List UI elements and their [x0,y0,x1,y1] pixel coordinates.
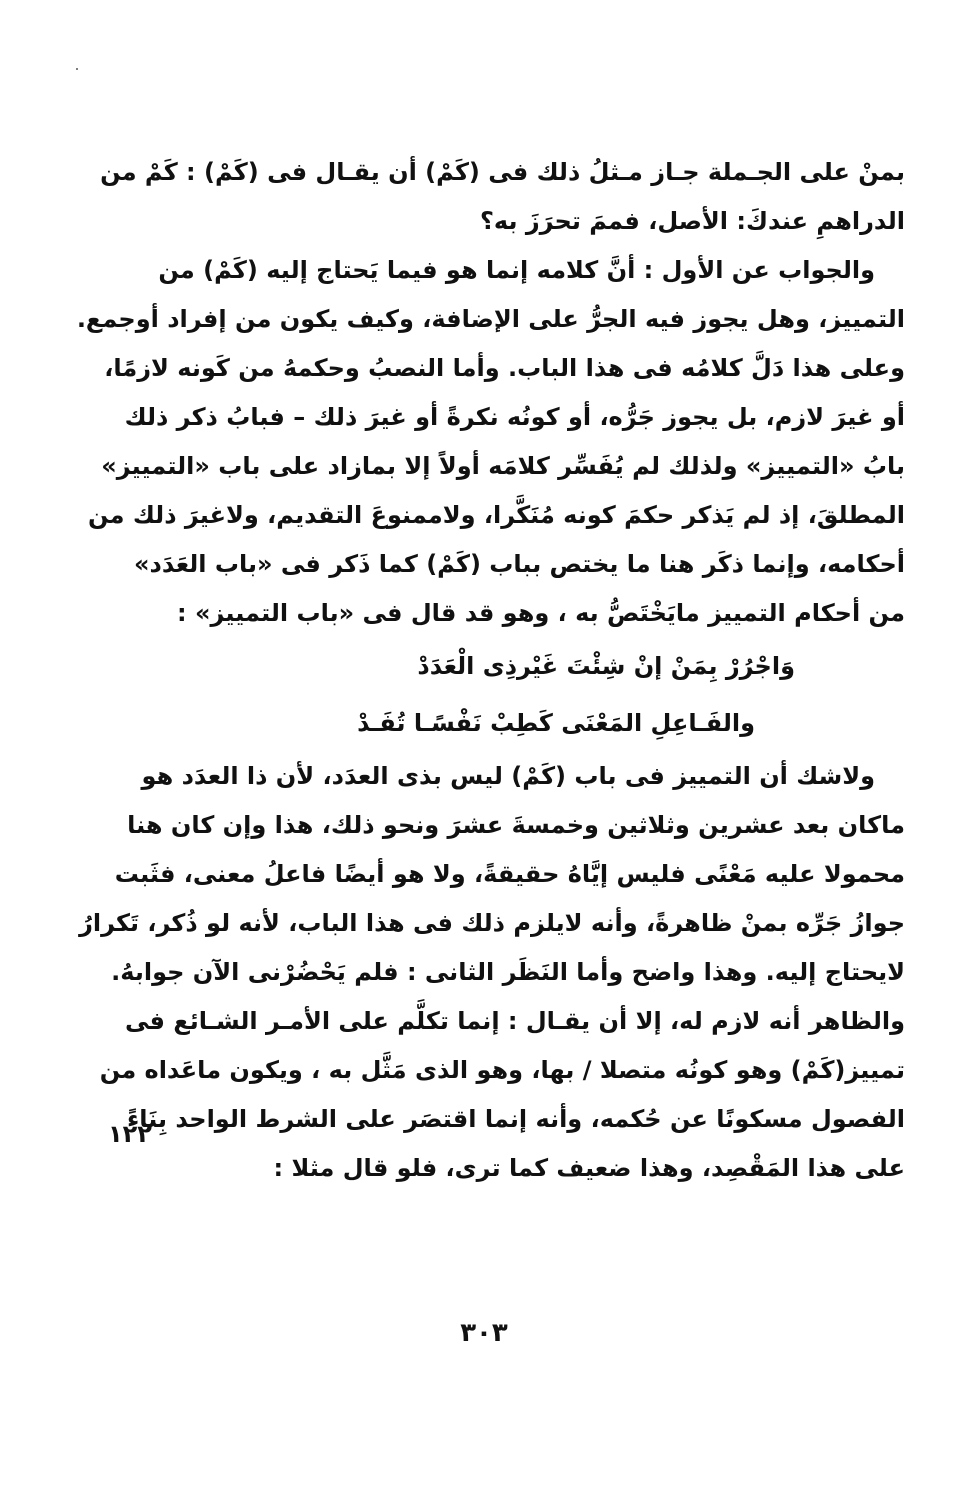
text-line: من أحكام التمييز مايَخْتَصُّ به ، وهو قد قال فى «باب التمييز» : [177,599,905,627]
margin-reference-number: ١٢٢ [108,1120,152,1148]
text-line: الفصول مسكونًا عن حُكمه، وأنه إنما اقتصَر على الشرط الواحد بِنَاءً [126,1105,905,1133]
text-line: التمييز، وهل يجوز فيه الجرُّ على الإضافة، وكيف يكون من إفراد أوجمع. [76,305,905,333]
text-line: المطلقَ، إذ لم يَذكر حكمَ كونه مُنَكَّرا، ولاممنوعَ التقديم، ولاغيرَ ذلك من [88,501,905,529]
text-line: وعلى هذا دَلَّ كلامُه فى هذا الباب. وأما النصبُ وحكمهُ من كَونه لازمًا، [104,354,905,382]
text-line: على هذا المَقْصِد، وهذا ضعيف كما ترى، فلو قال مثلا : [273,1154,905,1182]
page-number: ٣٠٣ [460,1318,508,1348]
text-line: والظاهر أنه لازم له، إلا أن يقـال : إنما تكلَّم على الأمـر الشـائع فى [125,1007,905,1035]
text-line: أو غيرَ لازم، بل يجوز جَرُّه، أو كونُه نكرةً أو غيرَ ذلك – فبابُ ذكر ذلك [124,403,905,431]
text-line: الدراهمِ عندكَ: الأصل، فممَ تحرَزَ به؟ [479,207,905,235]
text-line: ماكان بعد عشرين وثلاثين وخمسةَ عشرَ ونحو ذلك، هذا وإن كان هنا [127,811,905,839]
text-line: تمييز(كَمْ) وهو كونُه متصلا / بها، وهو الذى مَثَّل به ، ويكون ماعَداه من [99,1056,905,1084]
text-line: بمنْ على الجـملة جـاز مـثلُ ذلك فى (كَمْ) أن يقـال فى (كَمْ) : كَمْ من [100,158,905,186]
text-line: بابُ «التمييز» ولذلك لم يُفَسِّر كلامَه أولاً إلا بمازاد على باب «التمييز» [101,452,905,480]
text-line: والجواب عن الأول : أنَّ كلامه إنما هو فيما يَحتاج إليه (كَمْ) من [158,256,875,284]
text-line: محمولا عليه مَعْنًى فليس إيَّاهُ حقيقةً، ولا هو أيضًا فاعلُ معنى، فثَبت [114,860,905,888]
text-line: أحكامه، وإنما ذكَر هنا ما يختص بباب (كَمْ) كما ذَكر فى «باب العَدَد» [134,550,905,578]
text-line: ولاشك أن التمييز فى باب (كَمْ) ليس بذى العدَد، لأن ذا العدَد هو [141,762,875,790]
scan-speck [76,68,78,70]
poem-verse-2: والفَـاعِلِ المَعْنَى كَطِبْ نَفْسًـا تُفَـدْ [357,709,755,737]
text-line: لايحتاج إليه. وهذا واضح وأما النَظَر الثانى : فلم يَحْضُرْنى الآن جوابهُ. [111,958,905,986]
poem-verse-1: وَاجْرُرْ بِمَنْ إنْ شِئْتَ غَيْرذِى الْعَدَدْ [417,652,795,680]
text-line: جوازُ جَرِّه بمنْ ظاهرةً، وأنه لايلزم ذلك فى هذا الباب، لأنه لو ذُكر، تَكرارُ [79,909,905,937]
